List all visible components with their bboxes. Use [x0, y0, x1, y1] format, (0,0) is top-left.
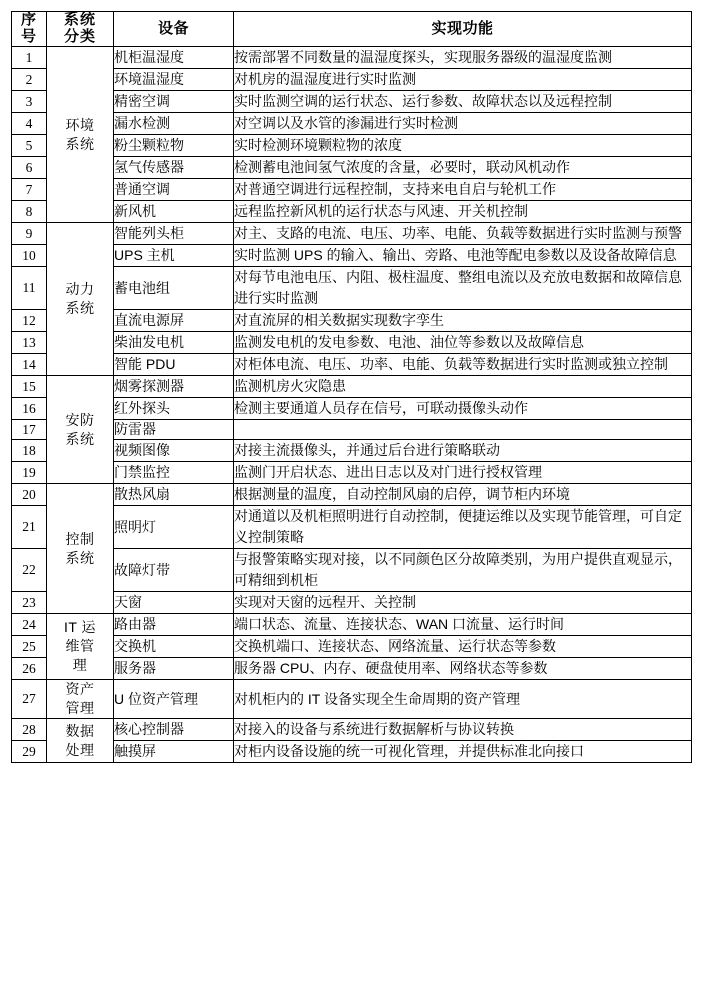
table-row	[12, 310, 692, 332]
table-row	[12, 484, 692, 506]
function-description: 对接入的设备与系统进行数据解析与协议转换	[234, 719, 692, 741]
table-row	[12, 680, 692, 719]
row-index: 25	[12, 636, 47, 658]
device-name: 散热风扇	[114, 484, 234, 506]
table-row	[12, 179, 692, 201]
device-name: 蓄电池组	[114, 267, 234, 310]
device-name: 智能 PDU	[114, 354, 234, 376]
table-body	[12, 47, 692, 763]
row-index: 8	[12, 201, 47, 223]
category-cell-power: 动力 系统	[47, 223, 114, 376]
device-name: U 位资产管理	[114, 680, 234, 719]
function-description: 交换机端口、连接状态、网络流量、运行状态等参数	[234, 636, 692, 658]
row-index: 12	[12, 310, 47, 332]
device-name: 故障灯带	[114, 549, 234, 592]
device-name: 核心控制器	[114, 719, 234, 741]
table-row	[12, 592, 692, 614]
row-index: 9	[12, 223, 47, 245]
function-description: 实时监测空调的运行状态、运行参数、故障状态以及远程控制	[234, 91, 692, 113]
device-name: 视频图像	[114, 440, 234, 462]
row-index: 19	[12, 462, 47, 484]
function-description: 对直流屏的相关数据实现数字孪生	[234, 310, 692, 332]
row-index: 24	[12, 614, 47, 636]
row-index: 16	[12, 398, 47, 420]
row-index: 3	[12, 91, 47, 113]
device-name: 照明灯	[114, 506, 234, 549]
row-index: 18	[12, 440, 47, 462]
table-row	[12, 440, 692, 462]
row-index: 6	[12, 157, 47, 179]
device-name: 智能列头柜	[114, 223, 234, 245]
table-row	[12, 157, 692, 179]
row-index: 20	[12, 484, 47, 506]
column-header-index: 序 号	[12, 12, 47, 47]
category-cell-control: 控制 系统	[47, 484, 114, 614]
function-description: 对接主流摄像头，并通过后台进行策略联动	[234, 440, 692, 462]
table-row	[12, 47, 692, 69]
table-row	[12, 398, 692, 420]
function-description: 服务器 CPU、内存、硬盘使用率、网络状态等参数	[234, 658, 692, 680]
table-row	[12, 462, 692, 484]
function-description: 实现对天窗的远程开、关控制	[234, 592, 692, 614]
row-index: 28	[12, 719, 47, 741]
device-name: 服务器	[114, 658, 234, 680]
table-row	[12, 636, 692, 658]
row-index: 27	[12, 680, 47, 719]
table-row	[12, 332, 692, 354]
device-name: 普通空调	[114, 179, 234, 201]
table-row	[12, 91, 692, 113]
function-description: 实时检测环境颗粒物的浓度	[234, 135, 692, 157]
device-name: 交换机	[114, 636, 234, 658]
table-row	[12, 223, 692, 245]
function-description: 远程监控新风机的运行状态与风速、开关机控制	[234, 201, 692, 223]
device-name: 红外探头	[114, 398, 234, 420]
column-header-function: 实现功能	[234, 12, 692, 47]
device-name: 天窗	[114, 592, 234, 614]
function-description: 对机柜内的 IT 设备实现全生命周期的资产管理	[234, 680, 692, 719]
function-description: 对通道以及机柜照明进行自动控制，便捷运维以及实现节能管理，可自定义控制策略	[234, 506, 692, 549]
table-row	[12, 245, 692, 267]
function-description: 监测机房火灾隐患	[234, 376, 692, 398]
table-row	[12, 506, 692, 549]
category-cell-asset: 资产 管理	[47, 680, 114, 719]
table-row	[12, 741, 692, 763]
row-index: 11	[12, 267, 47, 310]
function-description: 根据测量的温度，自动控制风扇的启停，调节柜内环境	[234, 484, 692, 506]
device-name: 路由器	[114, 614, 234, 636]
function-description: 与报警策略实现对接，以不同颜色区分故障类别，为用户提供直观显示，可精细到机柜	[234, 549, 692, 592]
function-description: 对机房的温湿度进行实时监测	[234, 69, 692, 91]
table-row	[12, 354, 692, 376]
table-row	[12, 719, 692, 741]
device-name: 触摸屏	[114, 741, 234, 763]
device-name: 柴油发电机	[114, 332, 234, 354]
category-cell-security: 安防 系统	[47, 376, 114, 484]
table-row	[12, 267, 692, 310]
function-description: 按需部署不同数量的温湿度探头，实现服务器级的温湿度监测	[234, 47, 692, 69]
function-description	[234, 420, 692, 440]
device-name: 门禁监控	[114, 462, 234, 484]
function-description: 检测蓄电池间氢气浓度的含量，必要时，联动风机动作	[234, 157, 692, 179]
function-description: 实时监测 UPS 的输入、输出、旁路、电池等配电参数以及设备故障信息	[234, 245, 692, 267]
device-name: 氢气传感器	[114, 157, 234, 179]
table-row	[12, 113, 692, 135]
device-name: 漏水检测	[114, 113, 234, 135]
category-cell-data-processing: 数据 处理	[47, 719, 114, 763]
function-description: 对柜体电流、电压、功率、电能、负载等数据进行实时监测或独立控制	[234, 354, 692, 376]
device-name: 精密空调	[114, 91, 234, 113]
column-header-category: 系统 分类	[47, 12, 114, 47]
table-row	[12, 376, 692, 398]
function-description: 对普通空调进行远程控制，支持来电自启与轮机工作	[234, 179, 692, 201]
function-description: 监测门开启状态、进出日志以及对门进行授权管理	[234, 462, 692, 484]
row-index: 21	[12, 506, 47, 549]
function-description: 对柜内设备设施的统一可视化管理，并提供标准北向接口	[234, 741, 692, 763]
table-row	[12, 135, 692, 157]
row-index: 5	[12, 135, 47, 157]
header-row	[12, 12, 692, 47]
table-row	[12, 614, 692, 636]
device-name: 防雷器	[114, 420, 234, 440]
row-index: 2	[12, 69, 47, 91]
device-function-spec-table	[11, 11, 692, 763]
device-name: 机柜温湿度	[114, 47, 234, 69]
function-description: 端口状态、流量、连接状态、WAN 口流量、运行时间	[234, 614, 692, 636]
row-index: 23	[12, 592, 47, 614]
row-index: 14	[12, 354, 47, 376]
device-name: 烟雾探测器	[114, 376, 234, 398]
row-index: 7	[12, 179, 47, 201]
row-index: 1	[12, 47, 47, 69]
device-name: 新风机	[114, 201, 234, 223]
function-description: 对主、支路的电流、电压、功率、电能、负载等数据进行实时监测与预警	[234, 223, 692, 245]
row-index: 29	[12, 741, 47, 763]
table-row	[12, 420, 692, 440]
row-index: 17	[12, 420, 47, 440]
table-row	[12, 201, 692, 223]
device-name: 粉尘颗粒物	[114, 135, 234, 157]
row-index: 22	[12, 549, 47, 592]
row-index: 15	[12, 376, 47, 398]
device-name: 直流电源屏	[114, 310, 234, 332]
table-row	[12, 549, 692, 592]
column-header-device: 设备	[114, 12, 234, 47]
device-name: UPS 主机	[114, 245, 234, 267]
function-description: 检测主要通道人员存在信号，可联动摄像头动作	[234, 398, 692, 420]
function-description: 对空调以及水管的渗漏进行实时检测	[234, 113, 692, 135]
device-name: 环境温湿度	[114, 69, 234, 91]
row-index: 26	[12, 658, 47, 680]
table-row	[12, 69, 692, 91]
function-description: 监测发电机的发电参数、电池、油位等参数以及故障信息	[234, 332, 692, 354]
category-cell-it-ops: IT 运 维管 理	[47, 614, 114, 680]
row-index: 10	[12, 245, 47, 267]
row-index: 4	[12, 113, 47, 135]
row-index: 13	[12, 332, 47, 354]
function-description: 对每节电池电压、内阻、极柱温度、整组电流以及充放电数据和故障信息进行实时监测	[234, 267, 692, 310]
category-cell-env: 环境 系统	[47, 47, 114, 223]
table-row	[12, 658, 692, 680]
table-header	[12, 12, 692, 47]
